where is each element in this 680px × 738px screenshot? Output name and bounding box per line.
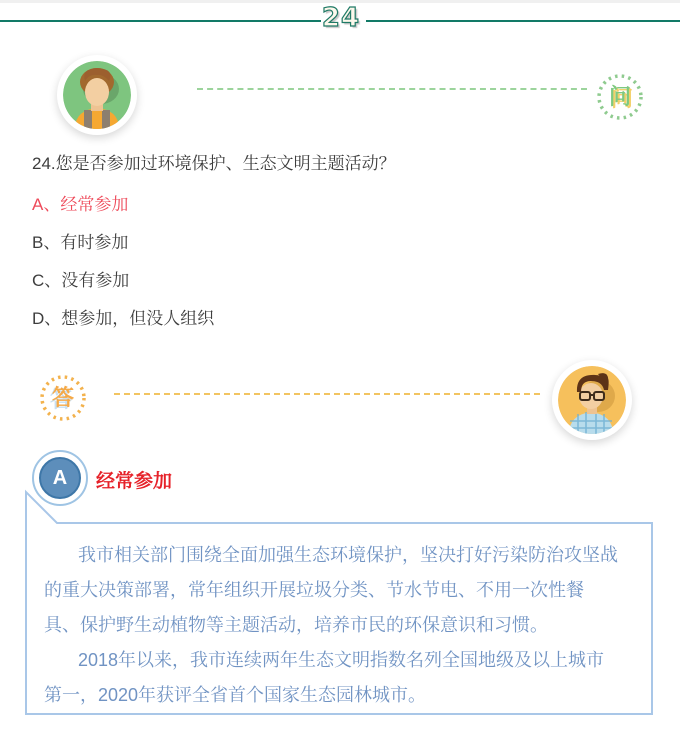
question-option: D、想参加，但没人组织	[32, 309, 215, 328]
page-number: 24	[321, 3, 361, 33]
question-dashed-line	[197, 88, 587, 90]
answer-avatar-image	[558, 366, 626, 434]
question-option: B、有时参加	[32, 233, 129, 252]
question-text: 24.您是否参加过环境保护、生态文明主题活动？	[32, 154, 396, 173]
question-badge	[596, 73, 644, 121]
answer-dashed-line	[114, 393, 540, 395]
answer-avatar	[552, 360, 632, 440]
question-option: A、经常参加	[32, 195, 129, 214]
header-divider-right	[366, 20, 680, 22]
explanation-line: 的重大决策部署，常年组织开展垃圾分类、节水节电、不用一次性餐	[44, 580, 584, 600]
question-avatar-image	[63, 61, 131, 129]
question-badge-label: 问	[608, 84, 631, 109]
explanation-line: 2018年以来，我市连续两年生态文明指数名列全国地级及以上城市	[78, 650, 605, 670]
explanation-line: 第一，2020年获评全省首个国家生态园林城市。	[44, 685, 427, 705]
explanation-line: 我市相关部门围绕全面加强生态环境保护，坚决打好污染防治攻坚战	[78, 545, 618, 565]
answer-badge	[39, 374, 87, 422]
header-divider-left	[0, 20, 321, 22]
explanation-line: 具、保护野生动植物等主题活动，培养市民的环保意识和习惯。	[44, 615, 548, 635]
answer-badge-label: 答	[51, 385, 74, 410]
answer-letter-circle: A	[39, 457, 81, 499]
answer-explanation	[44, 538, 644, 713]
answer-label: 经常参加	[96, 471, 173, 492]
question-option: C、没有参加	[32, 271, 130, 290]
question-avatar	[57, 55, 137, 135]
